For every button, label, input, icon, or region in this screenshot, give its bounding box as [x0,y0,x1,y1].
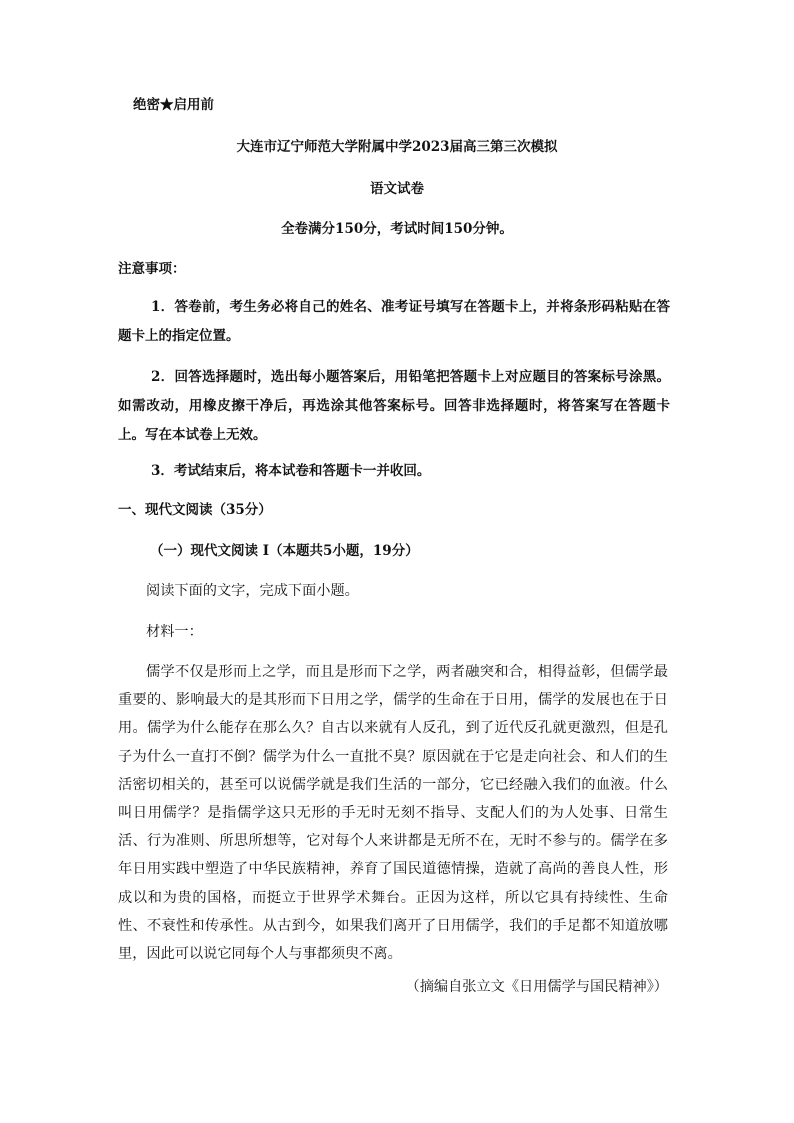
note-item-3: 3．考试结束后，将本试卷和答题卡一并收回。 [151,463,431,479]
material-source: （摘编自张立文《日用儒学与国民精神》） [405,979,668,995]
secret-mark: 绝密★启用前 [133,97,214,113]
note-item-2: 2．回答选择题时，选出每小题答案后，用铅笔把答题卡上对应题目的答案标号涂黑。如需改动，用橡皮擦干净后，再选涂其他答案标号。回答非选择题时，将答案写在答题卡上。写在本试卷上无效。 [118,369,670,443]
material-label: 材料一： [146,624,203,640]
section-subheading: （一）现代文阅读 I（本题共5小题，19分） [150,543,419,559]
exam-title: 大连市辽宁师范大学附属中学2023届高三第三次模拟 [236,139,558,155]
score-time: 全卷满分150分，考试时间150分钟。 [281,221,513,237]
reading-instruction: 阅读下面的文字，完成下面小题。 [146,583,359,599]
note-item-1: 1．答卷前，考生务必将自己的姓名、准考证号填写在答题卡上，并将条形码粘贴在答题卡上的指定位置。 [118,299,670,344]
section-heading: 一、现代文阅读（35分） [118,502,272,518]
subject-title: 语文试卷 [370,181,424,197]
notes-heading: 注意事项： [118,261,186,277]
material-text: 儒学不仅是形而上之学，而且是形而下之学，两者融突和合，相得益彰，但儒学最重要的、影响最大的是其形而下日用之学，儒学的生命在于日用，儒学的发展也在于日用。儒学为什么能存在那么久？自古以来就有人反孔，到了近代反孔就更激烈，但是孔子为什么一直打不倒？儒学为什么一直批不臭？原因就在于它是走向社会、和人们的生活密切相关的，甚至可以说儒学就是我们生活的一部分，它已经融入我们的血液。什么叫日用儒学？是指儒学这只无形的手无时无刻不指导、支配人们的为人处事、日常生活、行为准则、所思所想等，它对每个人来讲都是无所不在，无时不参与的。儒学在多年日用实践中塑造了中华民族精神，养育了国民道德情操，造就了高尚的善良人性，形成以和为贵的国格，而挺立于世界学术舞台。正因为这样，所以它具有持续性、生命性、不衰性和传承性。从古到今，如果我们离开了日用儒学，我们的手足都不知道放哪里，因此可以说它同每个人与事都须臾不离。 [118,664,668,963]
